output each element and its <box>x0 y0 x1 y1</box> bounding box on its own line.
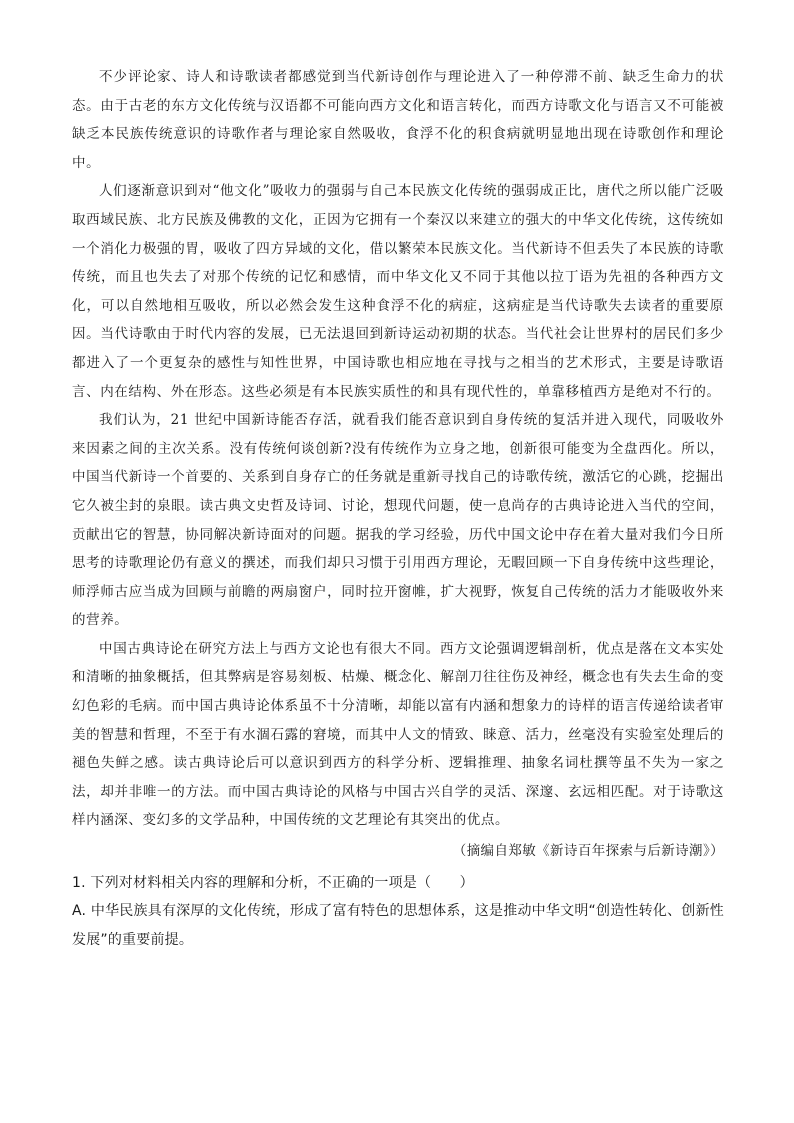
question-stem: 1. 下列对材料相关内容的理解和分析，不正确的一项是（ ） <box>72 875 474 892</box>
passage-paragraph-3: 我们认为，21 世纪中国新诗能否存活，就看我们能否意识到自身传统的复活并进入现代，同吸收外来因素之间的主次关系。没有传统何谈创新?没有传统作为立身之地，创新很可能变为全盘西化。所以，中国当代新诗一个首要的、关系到自身存亡的任务就是重新寻找自己的诗歌传统，激活它的心跳，挖掘出它久被尘封的泉眼。读古典文史哲及诗词、讨论，想现代问题，使一息尚存的古典诗论进入当代的空间，贡献出它的智慧，协同解决新诗面对的问题。据我的学习经验，历代中国文论中存在着大量对我们今日所思考的诗歌理论仍有意义的撰述，而我们却只习惯于引用西方理论，无暇回顾一下自身传统中这些理论，师浮师古应当成为回顾与前瞻的两扇窗户，同时拉开窗帷，扩大视野，恢复自己传统的活力才能吸收外来的营养。 <box>72 412 724 629</box>
passage-paragraph-1: 不少评论家、诗人和诗歌读者都感觉到当代新诗创作与理论进入了一种停滞不前、缺乏生命力的状态。由于古老的东方文化传统与汉语都不可能向西方文化和语言转化，而西方诗歌文化与语言又不可能被缺乏本民族传统意识的诗歌作者与理论家自然吸收，食浮不化的积食病就明显地出现在诗歌创作和理论中。 <box>72 69 724 171</box>
passage-paragraph-2: 人们逐渐意识到对“他文化”吸收力的强弱与自己本民族文化传统的强弱成正比，唐代之所以能广泛吸取西域民族、北方民族及佛教的文化，正因为它拥有一个秦汉以来建立的强大的中华文化传统，这传统如一个消化力极强的胃，吸收了四方异域的文化，借以繁荣本民族文化。当代新诗不但丢失了本民族的诗歌传统，而且也失去了对那个传统的记忆和感情，而中华文化又不同于其他以拉丁语为先祖的各种西方文化，可以自然地相互吸收，所以必然会发生这种食浮不化的病症，这病症是当代诗歌失去读者的重要原因。当代诗歌由于时代内容的发展，已无法退回到新诗运动初期的状态。当代社会让世界村的居民们多少都进入了一个更复杂的感性与知性世界，中国诗歌也相应地在寻找与之相当的艺术形式，主要是诗歌语言、内在结构、外在形态。这些必须是有本民族实质性的和具有现代性的，单靠移植西方是绝对不行的。 <box>72 183 724 400</box>
passage-paragraph-4: 中国古典诗论在研究方法上与西方文论也有很大不同。西方文论强调逻辑剖析，优点是落在文本实处和清晰的抽象概括，但其弊病是容易刻板、枯燥、概念化、解剖刀往往伤及神经，概念也有失去生命的变幻色彩的毛病。而中国古典诗论体系虽不十分清晰，却能以富有内涵和想象力的诗样的语言传递给读者审美的智慧和哲理，不至于有水涸石露的窘境，而其中人文的情致、睐意、活力，丝毫没有实验室处理后的褪色失鲜之感。读古典诗论后可以意识到西方的科学分析、逻辑推理、抽象名词杜撰等虽不失为一家之法，却并非唯一的方法。而中国古典诗论的风格与中国古兴自学的灵活、深邃、玄远相匹配。对于诗歌这样内涵深、变幻多的文学品种，中国传统的文艺理论有其突出的优点。 <box>72 640 724 829</box>
option-a: A. 中华民族具有深厚的文化传统，形成了富有特色的思想体系，这是推动中华文明“创造性转化、创新性发展”的重要前提。 <box>72 903 724 949</box>
passage-source: （摘编自郑敏《新诗百年探索与后新诗潮》） <box>452 843 724 860</box>
reading-passage <box>72 63 724 835</box>
